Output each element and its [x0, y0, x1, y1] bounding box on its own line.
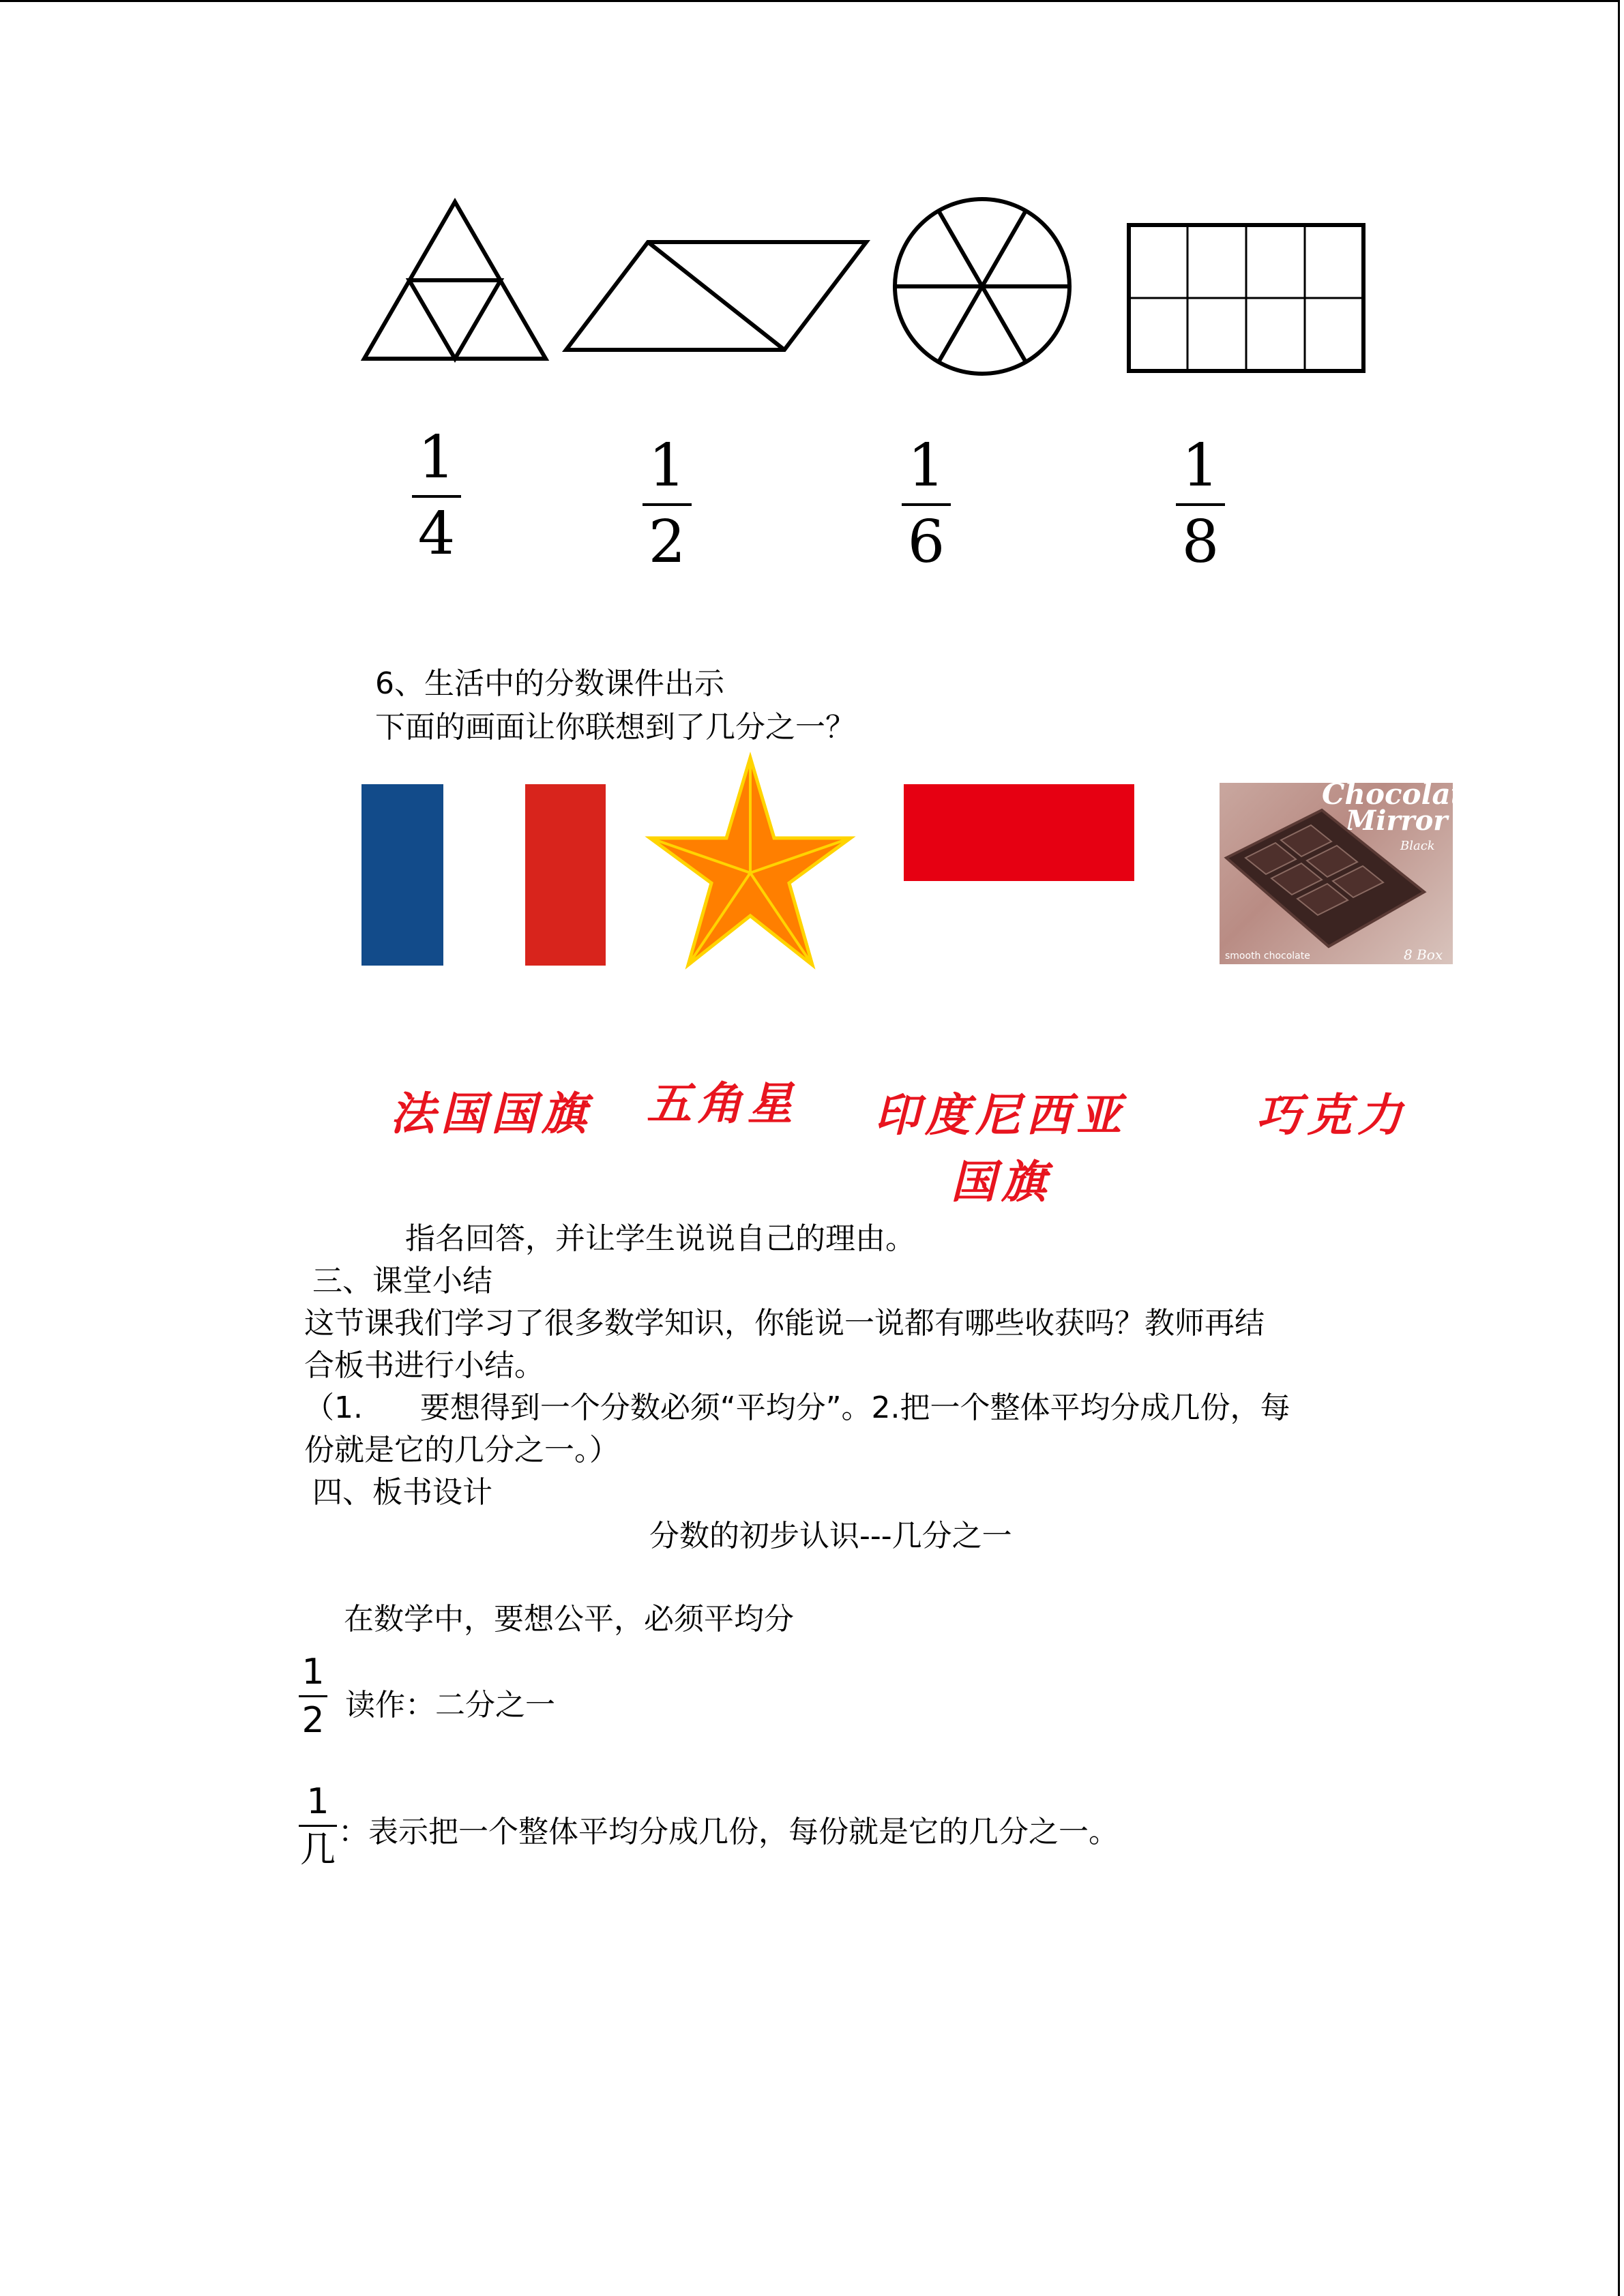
fraction-denominator: 2 — [648, 508, 686, 576]
label-indonesia-flag-2: 国旗 — [951, 1155, 1052, 1208]
fraction-one-eighth — [1160, 432, 1241, 576]
fraction-bar — [902, 503, 951, 506]
fraction-numerator: 1 — [1181, 432, 1220, 500]
ji-meaning: ：表示把一个整体平均分成几份，每份就是它的几分之一。 — [338, 1815, 1119, 1849]
five-pointed-star-image — [645, 754, 856, 972]
section6-title: 6、生活中的分数课件出示 — [375, 666, 724, 701]
summary-heading: 三、课堂小结 — [312, 1264, 492, 1298]
fraction-one-half-board — [299, 1652, 327, 1741]
fraction-denominator: 8 — [1181, 508, 1220, 576]
fraction-bar — [643, 503, 692, 506]
indonesia-flag-image — [904, 784, 1136, 883]
fraction-numerator: 1 — [648, 432, 686, 500]
half-reading: 读作：二分之一 — [345, 1688, 555, 1723]
rectangle-eighths-shape — [1122, 218, 1368, 375]
triangle-quarters-shape — [355, 191, 559, 368]
board-title: 分数的初步认识---几分之一 — [649, 1519, 1012, 1553]
france-flag-image — [361, 784, 607, 967]
board-line-fairness: 在数学中，要想公平，必须平均分 — [344, 1602, 794, 1637]
chocolate-footer-left: smooth chocolate — [1225, 951, 1310, 961]
fraction-numerator: 1 — [301, 1652, 325, 1693]
fraction-one-half — [626, 432, 708, 576]
label-france-flag: 法国国旗 — [390, 1087, 592, 1140]
chocolate-footer-right: 8 Box — [1404, 946, 1443, 963]
board-design-heading: 四、板书设计 — [312, 1475, 492, 1510]
parallelogram-halves-shape — [559, 235, 873, 358]
fraction-bar — [1176, 503, 1225, 506]
fraction-one-quarter — [396, 423, 477, 568]
chocolate-bar-icon — [1220, 783, 1453, 964]
fraction-denominator: 2 — [301, 1700, 325, 1741]
fraction-denominator: 4 — [417, 500, 456, 568]
chocolate-image — [1220, 777, 1482, 964]
label-five-pointed-star: 五角星 — [647, 1077, 798, 1130]
summary-paragraph-1: 这节课我们学习了很多数学知识，你能说一说都有哪些收获吗？教师再结 — [304, 1306, 1265, 1341]
fraction-one-ji-board — [299, 1781, 337, 1870]
fraction-bar — [412, 495, 461, 498]
fraction-numerator: 1 — [907, 432, 945, 500]
circle-sixths-shape — [887, 191, 1078, 382]
fraction-numerator: 1 — [417, 423, 456, 492]
chocolate-brand: Chocolate — [1322, 777, 1482, 811]
fraction-bar — [299, 1825, 337, 1827]
summary-paragraph-4: 份就是它的几分之一。） — [304, 1433, 619, 1467]
summary-paragraph-3: （1. 要想得到一个分数必须“平均分”。2.把一个整体平均分成几份，每 — [304, 1390, 1290, 1425]
label-indonesia-flag-1: 印度尼西亚 — [874, 1088, 1127, 1142]
fraction-one-sixth — [885, 432, 967, 576]
chocolate-tag: Black — [1400, 839, 1435, 853]
summary-paragraph-2: 合板书进行小结。 — [304, 1348, 544, 1383]
answer-instruction: 指名回答，并让学生说说自己的理由。 — [405, 1221, 915, 1256]
fraction-denominator: 几 — [299, 1830, 336, 1870]
fraction-numerator: 1 — [306, 1781, 329, 1822]
fraction-denominator: 6 — [907, 508, 945, 576]
chocolate-brand-2: Mirror — [1346, 805, 1448, 837]
label-chocolate: 巧克力 — [1256, 1088, 1408, 1142]
section6-question: 下面的画面让你联想到了几分之一？ — [375, 710, 855, 745]
fraction-bar — [299, 1695, 327, 1697]
